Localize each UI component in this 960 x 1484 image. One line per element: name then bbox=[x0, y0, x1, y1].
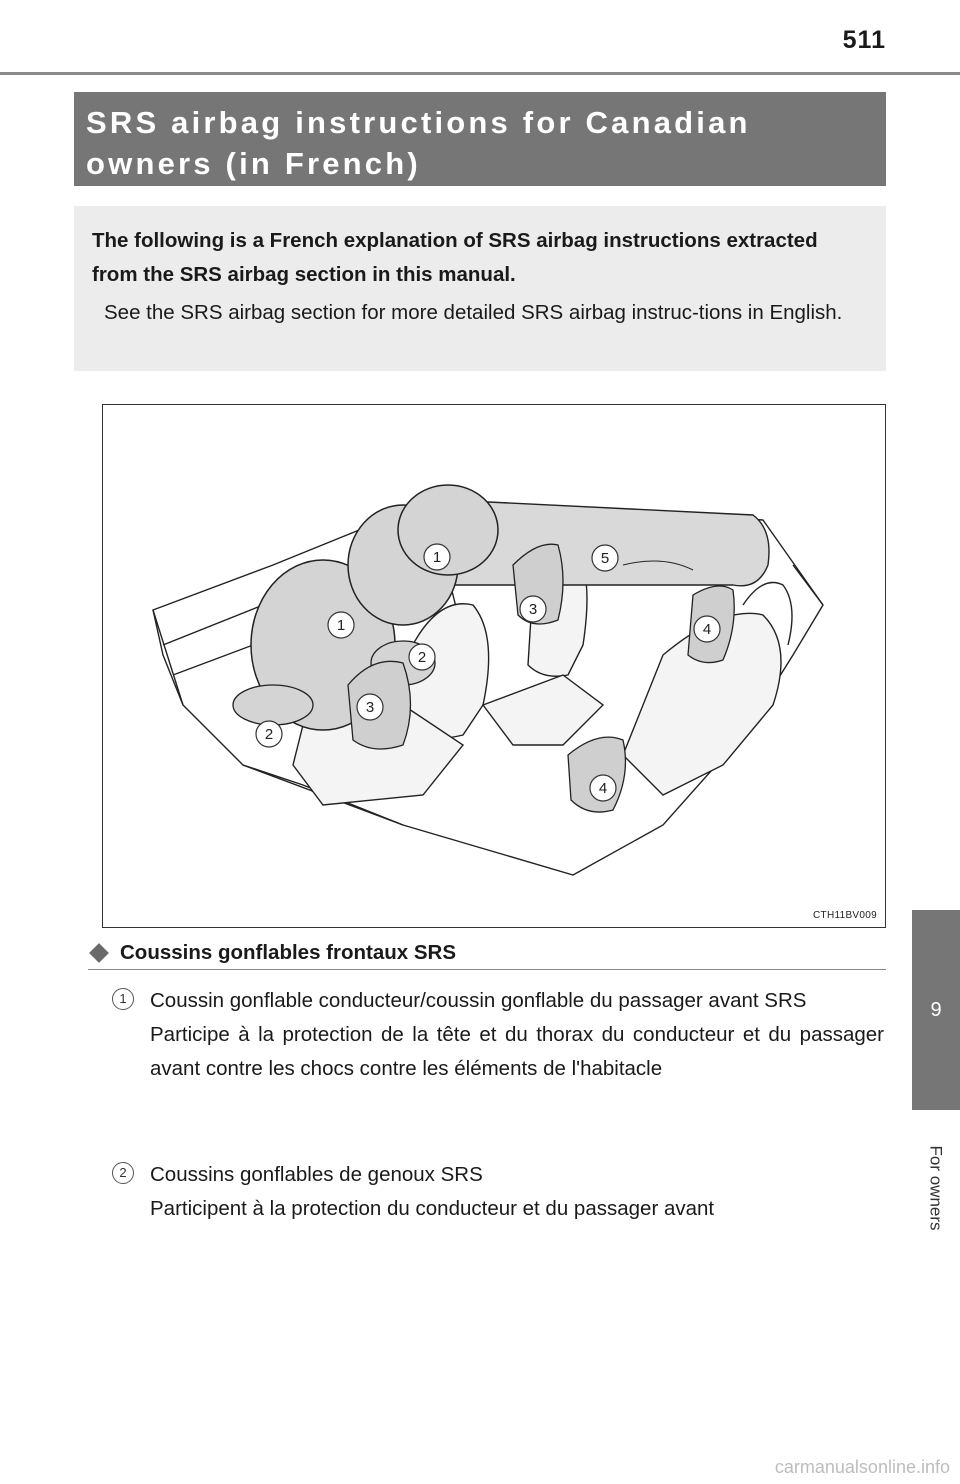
section-heading bbox=[88, 936, 886, 970]
callout-3-upper bbox=[520, 596, 546, 622]
callout-2-lower bbox=[256, 721, 282, 747]
callout-text: 3 bbox=[528, 601, 538, 618]
chapter-label-text: For owners bbox=[927, 1145, 946, 1231]
callout-text: 5 bbox=[600, 550, 610, 567]
callout-4-upper bbox=[694, 616, 720, 642]
callout-1-lower bbox=[328, 612, 354, 638]
airbag-illustration bbox=[102, 404, 886, 928]
item-number-badge: 2 bbox=[112, 1162, 134, 1184]
list-item bbox=[112, 984, 884, 1086]
item-title: Coussin gonflable conducteur/coussin gonflable du passager avant SRS bbox=[150, 989, 807, 1012]
page-title: SRS airbag instructions for Canadian owners (in French) bbox=[86, 105, 751, 181]
top-rule bbox=[0, 72, 960, 75]
title-banner bbox=[74, 92, 886, 186]
callout-text: 3 bbox=[365, 699, 375, 716]
callout-4-lower bbox=[590, 775, 616, 801]
callout-text: 2 bbox=[264, 726, 274, 743]
callout-1-upper bbox=[424, 544, 450, 570]
diamond-bullet-icon bbox=[89, 943, 109, 963]
figure-code: CTH11BV009 bbox=[813, 910, 877, 921]
callout-5 bbox=[592, 545, 618, 571]
callout-text: 2 bbox=[417, 649, 427, 666]
callout-3-lower bbox=[357, 694, 383, 720]
callout-text: 1 bbox=[432, 549, 442, 566]
callout-text: 4 bbox=[702, 621, 712, 638]
item-description: Participe à la protection de la tête et du thorax du conducteur et du passager avant contre les chocs contre les éléments de l'habitacle bbox=[150, 1023, 884, 1080]
intro-bold-text: The following is a French explanation of SRS airbag instructions extracted from the SRS airbag section in this manual. bbox=[92, 229, 818, 286]
chapter-label bbox=[912, 1128, 960, 1248]
callout-2-upper bbox=[409, 644, 435, 670]
watermark: carmanualsonline.info bbox=[774, 1457, 950, 1477]
item-description: Participent à la protection du conducteur et du passager avant bbox=[150, 1197, 715, 1220]
page-number: 511 bbox=[842, 26, 886, 54]
intro-box bbox=[74, 206, 886, 371]
list-item bbox=[112, 1158, 884, 1226]
intro-text: See the SRS airbag section for more detailed SRS airbag instruc-tions in English. bbox=[104, 301, 843, 324]
chapter-tab bbox=[912, 910, 960, 1110]
airbag-diagram bbox=[103, 405, 885, 927]
section-heading-text: Coussins gonflables frontaux SRS bbox=[120, 940, 457, 964]
chapter-number: 9 bbox=[930, 998, 942, 1021]
callout-text: 1 bbox=[336, 617, 346, 634]
item-number-badge: 1 bbox=[112, 988, 134, 1010]
item-title: Coussins gonflables de genoux SRS bbox=[150, 1163, 483, 1186]
callout-text: 4 bbox=[598, 780, 608, 797]
